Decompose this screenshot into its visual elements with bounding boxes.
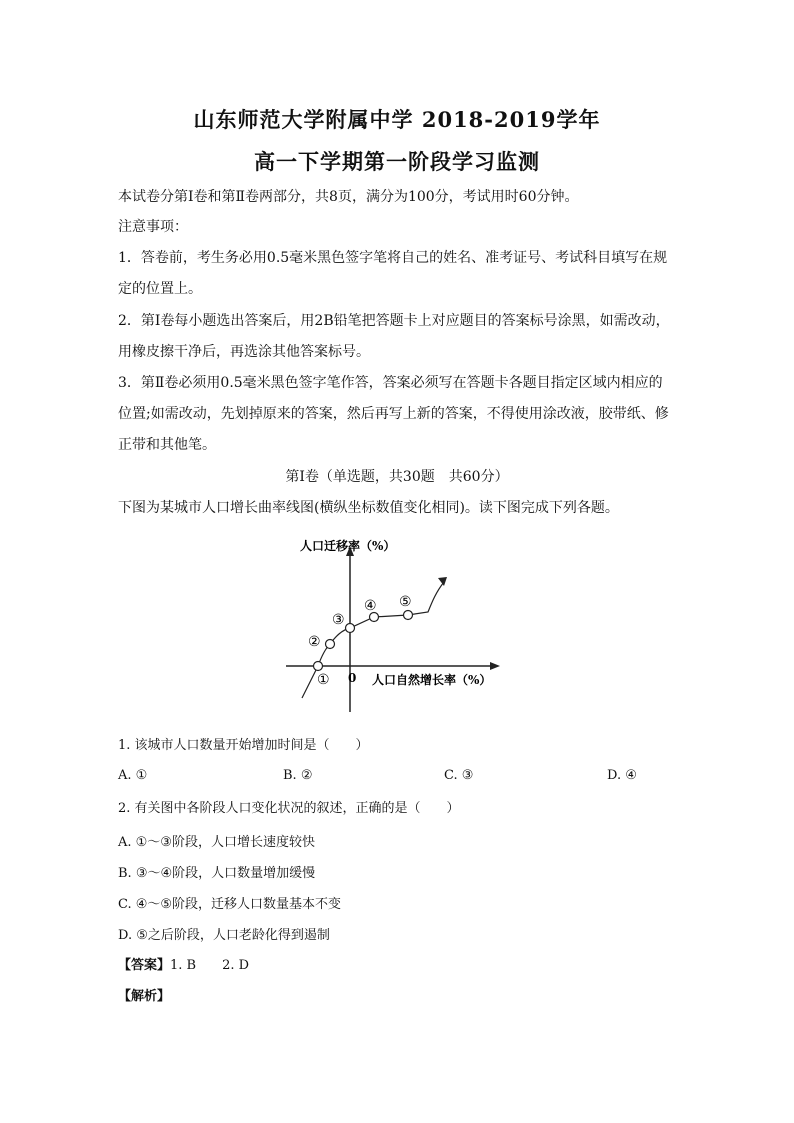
note-1-line-1: 1．答卷前，考生务必用0.5毫米黑色签字笔将自己的姓名、准考证号、考试科目填写在规	[118, 250, 668, 266]
y-axis-label: 人口迁移率（%）	[300, 539, 396, 553]
stage-label-1: ①	[317, 672, 330, 688]
stage-point-3	[346, 624, 355, 633]
question-stem: 下图为某城市人口增长曲率线图(横纵坐标数值变化相同)。读下图完成下列各题。	[118, 500, 619, 516]
x-axis-arrow	[490, 662, 500, 670]
q1-option-b: B. ②	[283, 768, 313, 783]
question-1: 1. 该城市人口数量开始增加时间是（ ）	[118, 738, 369, 753]
q1-option-c: C. ③	[444, 768, 474, 783]
question-2: 2. 有关图中各阶段人口变化状况的叙述，正确的是（ ）	[118, 801, 460, 816]
q2-option-c: C. ④～⑤阶段，迁移人口数量基本不变	[118, 897, 342, 912]
note-1-line-2: 定的位置上。	[118, 281, 202, 297]
note-2-line-2: 用橡皮擦干净后，再选涂其他答案标号。	[118, 344, 370, 360]
section-heading: 第I卷（单选题，共30题 共60分）	[285, 469, 509, 485]
note-3-line-2: 位置;如需改动，先划掉原来的答案，然后再写上新的答案，不得使用涂改液，胶带纸、修	[118, 406, 669, 422]
stage-label-5: ⑤	[399, 594, 412, 610]
origin-label: 0	[348, 671, 357, 685]
q2-option-d: D. ⑤之后阶段，人口老龄化得到遏制	[118, 928, 330, 943]
answer-text: 1. B 2. D	[170, 958, 250, 973]
stage-point-5	[404, 611, 413, 620]
q1-option-d: D. ④	[607, 768, 637, 783]
q2-option-b: B. ③～④阶段，人口数量增加缓慢	[118, 866, 316, 881]
page-subtitle: 高一下学期第一阶段学习监测	[254, 149, 540, 174]
note-3-line-3: 正带和其他笔。	[118, 437, 216, 453]
note-3-line-1: 3．第Ⅱ卷必须用0.5毫米黑色签字笔作答，答案必须写在答题卡各题目指定区域内相应的	[118, 375, 663, 391]
q1-option-a: A. ①	[118, 768, 148, 783]
stage-label-3: ③	[332, 612, 345, 628]
stage-point-2	[326, 640, 335, 649]
intro-text: 本试卷分第Ⅰ卷和第Ⅱ卷两部分，共8页，满分为100分，考试用时60分钟。	[118, 189, 579, 205]
x-axis-label: 人口自然增长率（%）	[372, 673, 492, 687]
answer-label: 【答案】	[118, 958, 171, 973]
q2-option-a: A. ①～③阶段，人口增长速度较快	[118, 835, 315, 850]
population-growth-figure	[280, 530, 510, 720]
answer-line	[118, 956, 249, 976]
stage-point-1	[314, 662, 323, 671]
stage-label-4: ④	[364, 598, 377, 614]
note-2-line-1: 2．第Ⅰ卷每小题选出答案后，用2B铅笔把答题卡上对应题目的答案标号涂黑，如需改动，	[118, 313, 670, 329]
analysis-label: 【解析】	[118, 989, 171, 1004]
notes-heading: 注意事项：	[118, 219, 188, 235]
page-title: 山东师范大学附属中学 2018-2019学年	[193, 107, 601, 132]
stage-label-2: ②	[308, 634, 321, 650]
